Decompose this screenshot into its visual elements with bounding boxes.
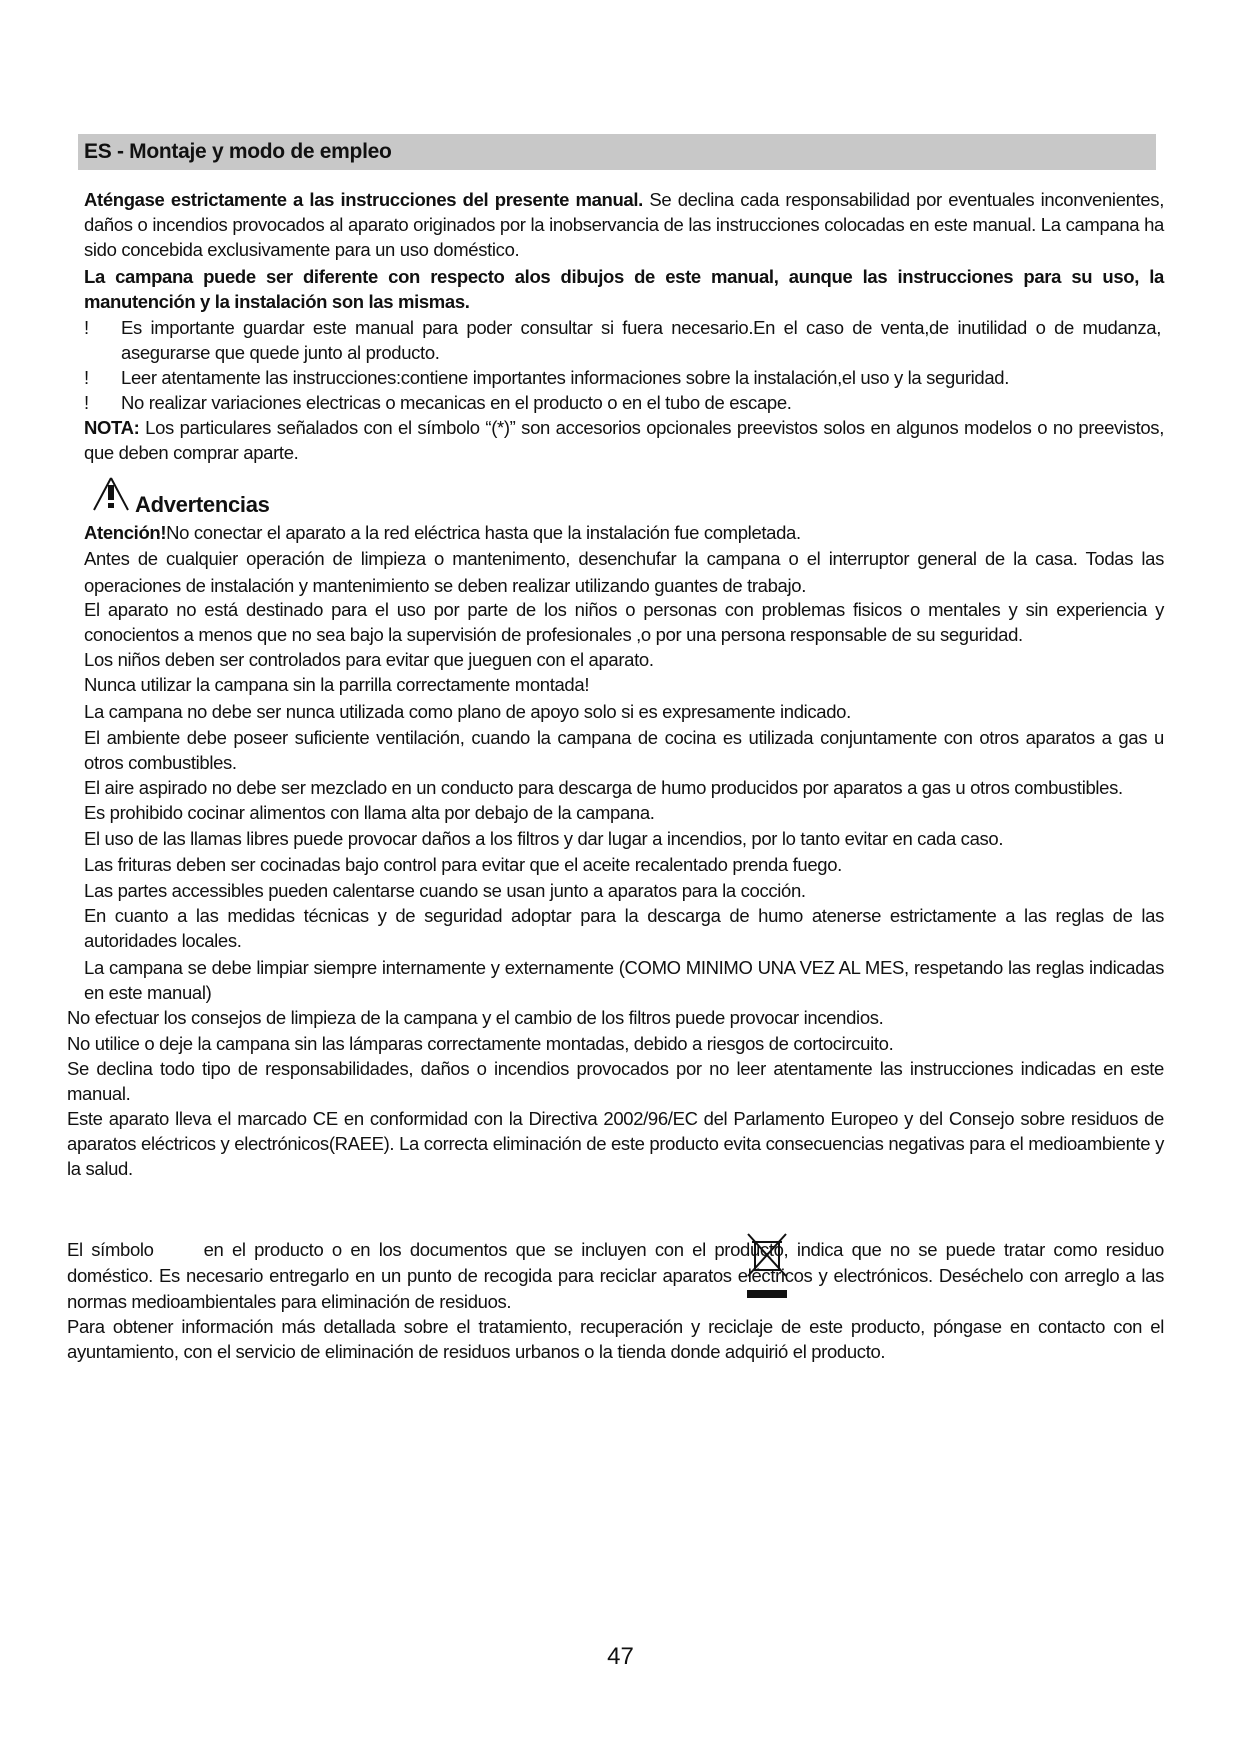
bullet-item: Leer atentamente las instrucciones:contiene importantes informaciones sobre la instalación,el uso y la seguridad. bbox=[121, 367, 1010, 388]
section-title: ES - Montaje y modo de empleo bbox=[84, 140, 392, 163]
nota-label: NOTA: bbox=[84, 417, 140, 438]
warning-paragraph: La campana se debe limpiar siempre internamente y externamente (COMO MINIMO UNA VEZ AL MES, respetando las reglas indicadas en este manual) bbox=[84, 957, 1164, 1003]
warnings-title: Advertencias bbox=[135, 492, 270, 517]
warning-paragraph: Nunca utilizar la campana sin la parrilla correctamente montada! bbox=[84, 674, 590, 695]
bullet-mark: ! bbox=[84, 367, 90, 388]
warning-paragraph: El uso de las llamas libres puede provocar daños a los filtros y dar lugar a incendios, por lo tanto evitar en cada caso. bbox=[84, 828, 1004, 849]
warning-paragraph: Antes de cualquier operación de limpieza o mantenimento, desenchufar la campana o el interruptor general de la casa. Todas las operaciones de instalación y mantenimiento se deben realizar utilizando guantes de trabajo. bbox=[84, 548, 1164, 596]
general-paragraph: No utilice o deje la campana sin las lámparas correctamente montadas, debido a riesgos de cortocircuito. bbox=[67, 1033, 894, 1054]
weee-text-start: El símbolo bbox=[67, 1239, 154, 1260]
weee-paragraph bbox=[67, 1237, 1164, 1315]
attention-label: Atención! bbox=[84, 522, 167, 543]
intro-text: Se declina cada responsabilidad por eventuales inconvenientes, daños o incendios provocados al aparato originados por la inobservancia de las instrucciones colocadas en este manual. La campana ha sido concebida exclusivamente para un uso doméstico. bbox=[84, 189, 1164, 260]
weee-info-paragraph: Para obtener información más detallada sobre el tratamiento, recuperación y reciclaje de este producto, póngase en contacto con el ayuntamiento, con el servicio de eliminación de residuos urbanos o la tienda donde adquirió el producto. bbox=[67, 1316, 1164, 1362]
warning-paragraph: Los niños deben ser controlados para evitar que jueguen con el aparato. bbox=[84, 649, 654, 670]
attention-text: No conectar el aparato a la red eléctrica hasta que la instalación fue completada. bbox=[166, 522, 801, 543]
bullet-mark: ! bbox=[84, 317, 90, 338]
warning-paragraph: El aparato no está destinado para el uso por parte de los niños o personas con problemas fisicos o mentales y sin experiencia y conocientos a menos que no sea bajo la supervisión de profesionales ,o por una persona responsable de su seguridad. bbox=[84, 599, 1164, 645]
page-number: 47 bbox=[607, 1643, 634, 1670]
warning-paragraph: Es prohibido cocinar alimentos con llama alta por debajo de la campana. bbox=[84, 802, 655, 823]
bullet-item: No realizar variaciones electricas o mecanicas en el producto o en el tubo de escape. bbox=[121, 392, 792, 413]
warning-paragraph: El ambiente debe poseer suficiente ventilación, cuando la campana de cocina es utilizada conjuntamente con otros aparatos a gas u otros combustibles. bbox=[84, 727, 1164, 773]
general-paragraph: Este aparato lleva el marcado CE en conformidad con la Directiva 2002/96/EC del Parlamento Europeo y del Consejo sobre residuos de aparatos eléctricos y electrónicos(RAEE). La correcta eliminación de este producto evita consecuencias negativas para el medioambiente y la salud. bbox=[67, 1108, 1164, 1179]
intro-bold-notice: La campana puede ser diferente con respecto alos dibujos de este manual, aunque las instrucciones para su uso, la manutención y la instalación son las mismas. bbox=[84, 266, 1164, 312]
warning-paragraph: Las partes accessibles pueden calentarse cuando se usan junto a aparatos para la cocción. bbox=[84, 880, 806, 901]
nota-text: Los particulares señalados con el símbolo “(*)” son accesorios opcionales preevistos solos en algunos modelos o no preevistos, que deben comprar aparte. bbox=[84, 417, 1164, 463]
section-header bbox=[78, 134, 1156, 170]
intro-bold-lead: Aténgase estrictamente a las instrucciones del presente manual. bbox=[84, 189, 643, 210]
warning-paragraph: En cuanto a las medidas técnicas y de seguridad adoptar para la descarga de humo atenerse estrictamente a las reglas de las autoridades locales. bbox=[84, 905, 1164, 951]
crossed-bin-icon bbox=[746, 1232, 788, 1302]
warning-triangle-icon bbox=[92, 476, 130, 512]
attention-paragraph bbox=[84, 520, 1164, 545]
nota-paragraph bbox=[84, 415, 1164, 465]
bullet-item: Es importante guardar este manual para poder consultar si fuera necesario.En el caso de venta,de inutilidad o de mudanza, asegurarse que quede junto al producto. bbox=[121, 317, 1161, 363]
general-paragraph: No efectuar los consejos de limpieza de la campana y el cambio de los filtros puede provocar incendios. bbox=[67, 1007, 884, 1028]
warning-paragraph: Las frituras deben ser cocinadas bajo control para evitar que el aceite recalentado prenda fuego. bbox=[84, 854, 842, 875]
bullet-mark: ! bbox=[84, 392, 90, 413]
warning-paragraph: La campana no debe ser nunca utilizada como plano de apoyo solo si es expresamente indicado. bbox=[84, 701, 851, 722]
warning-paragraph: El aire aspirado no debe ser mezclado en un conducto para descarga de humo producidos por aparatos a gas u otros combustibles. bbox=[84, 777, 1123, 798]
general-paragraph: Se declina todo tipo de responsabilidades, daños o incendios provocados por no leer atentamente las instrucciones indicadas en este manual. bbox=[67, 1058, 1164, 1104]
weee-text-rest: en el producto o en los documentos que se incluyen con el producto, indica que no se puede tratar como residuo doméstico. Es necesario entregarlo en un punto de recogida para reciclar aparatos eléctricos y electrónicos. Deséchelo con arreglo a las normas medioambientales para eliminación de residuos. bbox=[67, 1239, 1164, 1312]
intro-paragraph bbox=[84, 187, 1164, 262]
